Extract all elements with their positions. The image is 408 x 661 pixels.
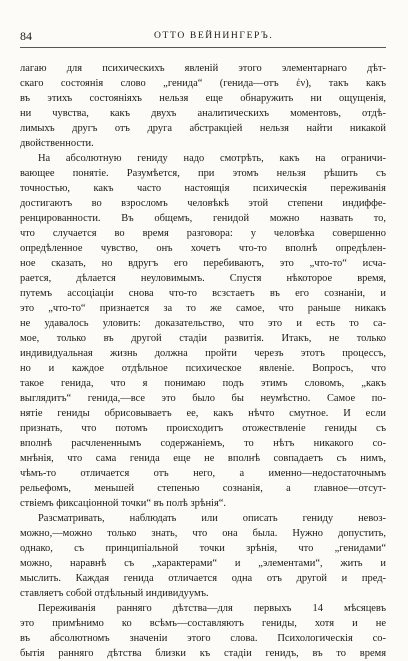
text-line: въ абсолютномъ значеніи этого слова. Психологическія со- <box>20 633 386 644</box>
text-line: признать, что потомъ происходитъ отожествленіе гениды съ <box>20 423 386 434</box>
text-line: такое генида, что я понимаю подъ этимъ словомъ, „какъ <box>20 378 386 389</box>
text-line: это примѣнимо ко всѣмъ—составляютъ гениды, хотя и не <box>20 618 386 629</box>
text-line: однако, съ принципіальной точки зрѣнія, что „генидами“ <box>20 543 386 554</box>
text-line: скаго состоянія слово „генида“ (генида—отъ ἐν), такъ какъ <box>20 78 386 89</box>
text-line: лимыхъ другъ отъ друга абстракціей нельзя найти никакой <box>20 123 386 134</box>
text-line: рельефомъ, меньшей степенью сознанія, а главное—отсут- <box>20 483 386 494</box>
text-line: ставляетъ собой отдѣльный индивидуумъ. <box>20 588 209 599</box>
text-line: выглядитъ“ генида,—все это было бы неумѣстно. Самое по- <box>20 393 386 404</box>
text-line: въ этихъ состояніяхъ нельзя еще обнаружить ни ощущенія, <box>20 93 386 104</box>
page-header <box>20 29 388 43</box>
text-line: двойственности. <box>20 138 94 149</box>
text-line: мнѣнія, что сама генида еще не вполнѣ совпадаетъ съ нимъ, <box>20 453 386 464</box>
text-line: лагаю для психическихъ явленій этого элементарнаго дѣт- <box>20 63 386 74</box>
text-line: путемъ ассоціаціи снова что-то всзстаетъ въ его сознаніи, и <box>20 288 386 299</box>
text-line: вполнѣ расчлененнымъ содержаніемъ, то нѣтъ никакого со- <box>20 438 386 449</box>
text-line: нятіе гениды обрисовываетъ ее, какъ нѣчто смутное. И если <box>20 408 386 419</box>
text-line: что случается во время разговора: у человѣка совершенно <box>20 228 386 239</box>
text-line: но и каждое отдѣльное психическое явленіе. Вопросъ, что <box>20 363 386 374</box>
text-line: опредѣленное чувство, онъ хочетъ что-то вполнѣ опредѣлен- <box>20 243 386 254</box>
text-line: точностью, какъ часто настоящія психическія переживанія <box>20 183 386 194</box>
text-line: индивидуальная жизнь должна пройти черезъ этотъ процессъ, <box>20 348 386 359</box>
text-line: бытія ранняго дѣтства близки къ стадіи генидъ, въ то время <box>20 648 386 659</box>
text-line: можно,—можно только знать, что она была. Нужно допустить, <box>20 528 386 539</box>
text-line: вающее понятіе. Разумѣется, при этомъ нельзя рѣшить съ <box>20 168 386 179</box>
text-line: Разсматривать, наблюдать или описать гениду невоз- <box>38 513 386 524</box>
page-number: 84 <box>20 29 32 43</box>
text-line: ствіемъ фиксаціонной точки“ въ полѣ зрѣнія“. <box>20 498 226 509</box>
text-line: чѣмъ-то отличается отъ него, а именно—недостаточнымъ <box>20 468 386 479</box>
text-line: ренцированности. Въ общемъ, генидой можно назвать то, <box>20 213 386 224</box>
text-line: Переживанія ранняго дѣтства—для первыхъ 14 мѣсяцевъ <box>38 603 386 614</box>
text-line: На абсолютную гениду надо смотрѣть, какъ на ограничи- <box>38 153 386 164</box>
text-line: мое, только въ другой стадіи развитія. Итакъ, не только <box>20 333 386 344</box>
text-line: ное сказать, но вдругъ его перебиваютъ, это „что-то“ исча- <box>20 258 386 269</box>
text-line: ни чувства, какъ двухъ аналитическихъ моментовъ, отдѣ- <box>20 108 386 119</box>
text-line: достигаютъ во взросломъ человѣкѣ этой степени индиффе- <box>20 198 386 209</box>
text-line: это „что-то“ признается за то же самое, что раньше никакъ <box>20 303 386 314</box>
text-line: не удавалось уловить: доказательство, что это и есть то са- <box>20 318 386 329</box>
header-rule <box>20 47 386 48</box>
text-line: можно, наравнѣ съ „характерами“ и „элементами“, жить и <box>20 558 386 569</box>
text-line: рается, дѣлается неуловимымъ. Спустя нѣкоторое время, <box>20 273 386 284</box>
text-line: мыслить. Каждая генида отличается одна отъ другой и пред- <box>20 573 386 584</box>
running-head: ОТТО ВЕЙНИНГЕРЪ. <box>154 30 274 41</box>
